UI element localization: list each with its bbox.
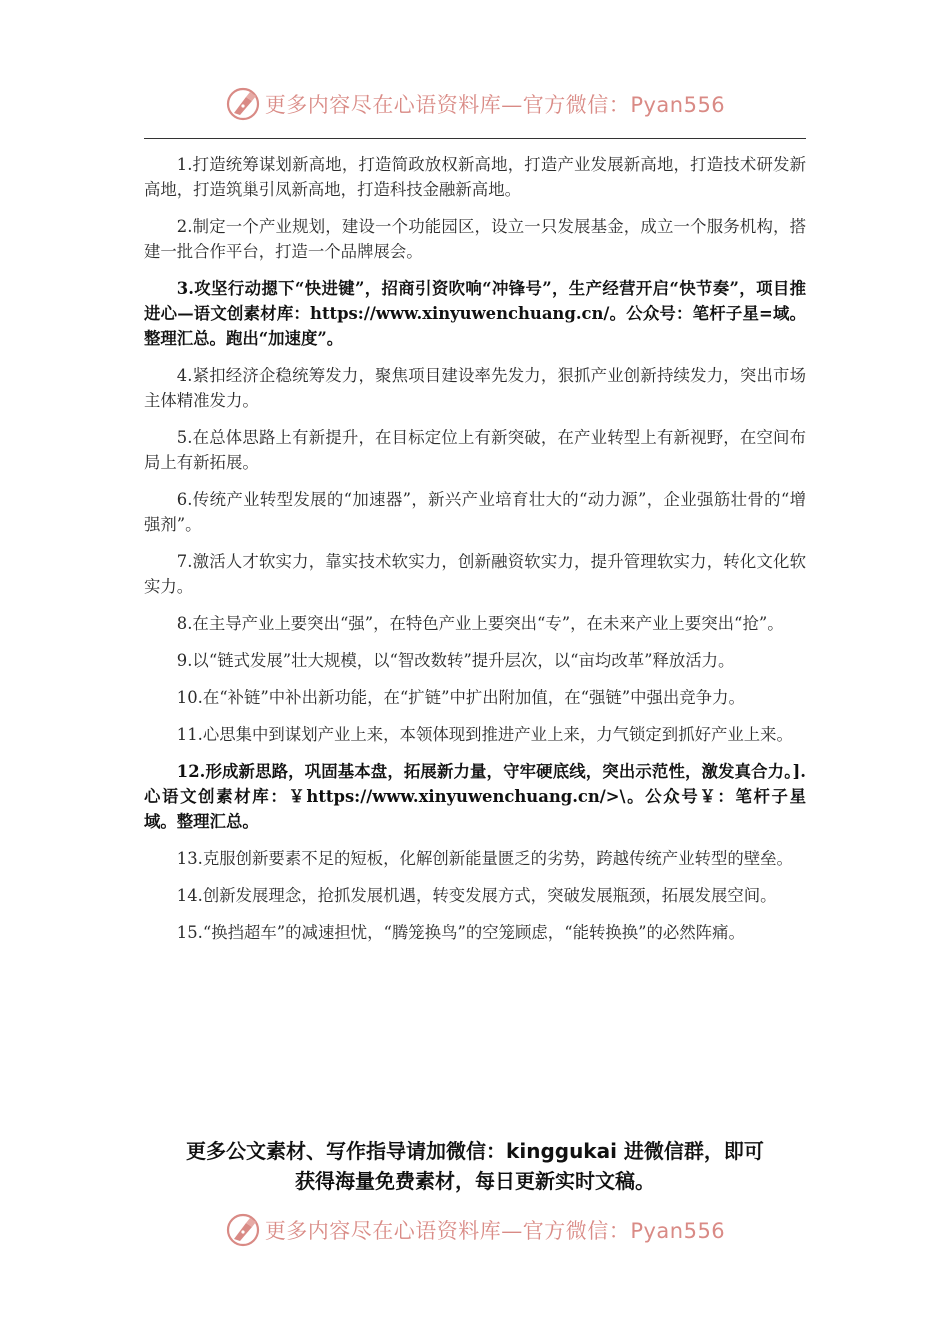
banner-wechat-id: Pyan556 [630, 93, 726, 117]
paragraph-10: 10.在“补链”中补出新功能，在“扩链”中扩出附加值，在“强链”中强出竞争力。 [176, 688, 745, 707]
paragraph-11: 11.心思集中到谋划产业上来，本领体现到推进产业上来，力气锁定到抓好产业上来。 [176, 725, 793, 744]
cta-line-1: 更多公文素材、写作指导请加微信：kinggukai 进微信群，即可 [186, 1139, 764, 1163]
footer-banner [0, 1210, 950, 1250]
paragraph-4: 4.紧扣经济企稳统筹发力，聚焦项目建设率先发力，狠抓产业创新持续发力，突出市场主体精准发力。 [144, 366, 806, 410]
banner-wechat-id: Pyan556 [630, 1219, 726, 1243]
banner-text: 更多内容尽在心语资料库—官方微信：Pyan556 [264, 93, 726, 117]
pen-nib-logo-icon [225, 86, 261, 122]
paragraph-13: 13.克服创新要素不足的短板，化解创新能量匮乏的劣势，跨越传统产业转型的壁垒。 [176, 849, 793, 868]
cta-line-2: 获得海量免费素材，每日更新实时文稿。 [295, 1169, 655, 1193]
document-body [144, 152, 806, 957]
paragraph-12: 12.形成新思路，巩固基本盘，拓展新力量，守牢硬底线，突出示范性，激发真合力。].心语文创素材库：￥https://www.xinyuwenchuang.cn/>\。公众号￥：笔杆子星域。整理汇总。 [144, 762, 806, 831]
paragraph-8: 8.在主导产业上要突出“强”，在特色产业上要突出“专”，在未来产业上要突出“抢”。 [176, 614, 784, 633]
header-banner [0, 84, 950, 124]
pen-nib-logo-icon [225, 1212, 261, 1248]
paragraph-14: 14.创新发展理念，抢抓发展机遇，转变发展方式，突破发展瓶颈，拓展发展空间。 [176, 886, 777, 905]
paragraph-7: 7.激活人才软实力，靠实技术软实力，创新融资软实力，提升管理软实力，转化文化软实力。 [144, 552, 806, 596]
paragraph-1: 1.打造统筹谋划新高地，打造简政放权新高地，打造产业发展新高地，打造技术研发新高地，打造筑巢引凤新高地，打造科技金融新高地。 [144, 155, 806, 199]
header-divider [144, 138, 806, 139]
banner-text: 更多内容尽在心语资料库—官方微信：Pyan556 [264, 1219, 726, 1243]
call-to-action [140, 1136, 810, 1196]
paragraph-15: 15.“换挡超车”的减速担忧，“腾笼换鸟”的空笼顾虑，“能转换换”的必然阵痛。 [176, 923, 745, 942]
paragraph-2: 2.制定一个产业规划，建设一个功能园区，设立一只发展基金，成立一个服务机构，搭建一批合作平台，打造一个品牌展会。 [144, 217, 806, 261]
paragraph-6: 6.传统产业转型发展的“加速器”，新兴产业培育壮大的“动力源”，企业强筋壮骨的“增强剂”。 [144, 490, 806, 534]
paragraph-5: 5.在总体思路上有新提升，在目标定位上有新突破，在产业转型上有新视野，在空间布局上有新拓展。 [144, 428, 806, 472]
paragraph-9: 9.以“链式发展”壮大规模，以“智改数转”提升层次，以“亩均改革”释放活力。 [176, 651, 735, 670]
paragraph-3: 3.攻坚行动摁下“快进键”，招商引资吹响“冲锋号”，生产经营开启“快节奏”，项目推进心—语文创素材库：https://www.xinyuwenchuang.cn/。公众号：笔杆子星=域。整理汇总。跑出“加速度”。 [144, 279, 806, 348]
